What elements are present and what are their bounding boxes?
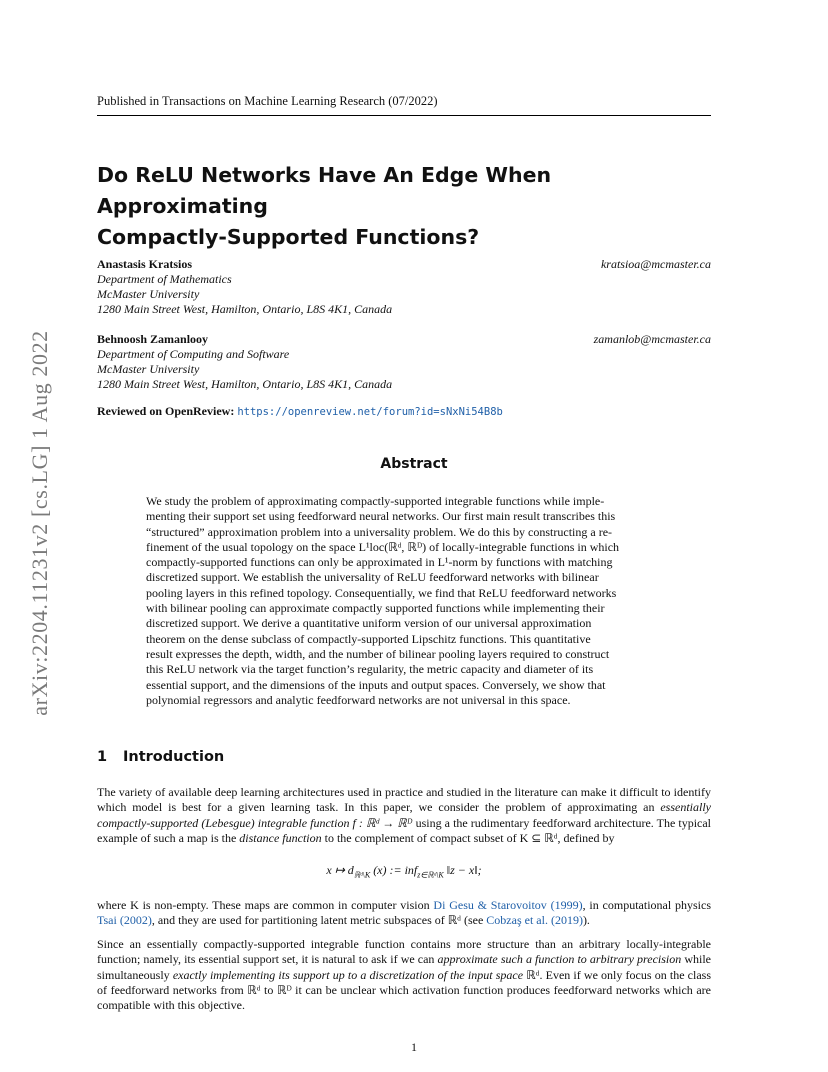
title-line-2: Compactly-Supported Functions?: [97, 225, 480, 249]
text-run: ℝᵈ. Even if we only focus on the class of feedforward networks from ℝᵈ to ℝᴰ it can be unclear which activation function produces feedforward networks which are compatible with this objective.: [97, 967, 711, 1013]
text-run: ).: [582, 913, 590, 928]
abstract-line: theorem on the dense subclass of compactly-supported Lipschitz functions. This quantitative: [146, 631, 591, 646]
abstract-line: finement of the usual topology on the space L¹loc(ℝᵈ, ℝᴰ) of locally-integrable functions in which: [146, 539, 620, 554]
openreview-link[interactable]: https://openreview.net/forum?id=sNxNi54B8b: [237, 406, 503, 418]
section-title: Introduction: [123, 749, 225, 765]
title-line-1: Do ReLU Networks Have An Edge When Approximating: [97, 163, 552, 218]
author-address: 1280 Main Street West, Hamilton, Ontario, L8S 4K1, Canada: [97, 377, 393, 391]
venue-header: Published in Transactions on Machine Learning Research (07/2022): [97, 94, 711, 116]
author-name: Anastasis Kratsios: [97, 257, 193, 271]
author-block-1: [97, 257, 711, 317]
author-department: Department of Mathematics: [97, 272, 232, 286]
text-run: The variety of available deep learning architectures used in practice and studied in the literature can make it difficult to identify which model is best for a given learning task. In this paper, we consider the problem of approximating an: [97, 785, 711, 815]
abstract-line: discretized support. We establish the universality of ReLU feedforward networks with bilinear: [146, 570, 599, 585]
author-email[interactable]: zamanlob@mcmaster.ca: [593, 332, 711, 346]
abstract-line: compactly-supported functions can only be approximated in L¹-norm by functions with matching: [146, 555, 613, 570]
abstract-line: this ReLU network via the target function’s regularity, the metric capacity and diameter of its: [146, 662, 594, 677]
author-university: McMaster University: [97, 362, 200, 376]
intro-paragraph-2: [97, 898, 711, 929]
author-university: McMaster University: [97, 287, 200, 301]
eq-mid: (x) := inf: [373, 863, 418, 877]
paper-title: [97, 160, 717, 253]
text-run: , in computational physics: [582, 898, 711, 912]
text-run-italic: exactly implementing its support up to a discretization of the input space: [172, 967, 524, 982]
citation-link[interactable]: Tsai (2002): [97, 913, 152, 928]
abstract-line: menting their support set using feedforward neural networks. Our first main result transcribes this: [146, 509, 616, 524]
intro-paragraph-3: [97, 937, 711, 1013]
arxiv-stamp: arXiv:2204.11231v2 [cs.LG] 1 Aug 2022: [27, 330, 52, 716]
review-line: [97, 404, 503, 419]
abstract-line: essential support, and the dimensions of the inputs and output spaces. Conversely, we show that: [146, 677, 606, 692]
abstract-line: result expresses the depth, width, and the number of bilinear pooling layers required to construct: [146, 646, 610, 661]
distance-equation: [97, 863, 711, 879]
author-email[interactable]: kratsioa@mcmaster.ca: [600, 257, 711, 271]
abstract-body: [146, 494, 662, 708]
text-run: while simultaneously: [97, 952, 711, 982]
abstract-line: discretized support. We derive a quantitative uniform version of our universal approximation: [146, 616, 592, 631]
text-run: using a the rudimentary feedforward architecture. The typical example of such a map is the: [97, 815, 712, 845]
abstract-line: “structured” approximation problem into a universality problem. We do this by constructing a re-: [146, 524, 613, 539]
text-run: Since an essentially compactly-supported integrable function contains more structure than an arbitrary locally-integrable function; namely, its essential support set, it is natural to ask if we can: [97, 937, 711, 967]
eq-mid-sub: z∈ℝᵈ\K: [417, 870, 444, 880]
author-department: Department of Computing and Software: [97, 347, 290, 361]
review-label: Reviewed on OpenReview:: [97, 404, 235, 418]
text-run: to the complement of compact subset of K ⊆ ℝᵈ, defined by: [321, 830, 615, 845]
text-run: where K is non-empty. These maps are common in computer vision: [97, 898, 434, 912]
text-run-italic: distance function: [239, 830, 322, 845]
page-number: 1: [411, 1040, 417, 1054]
citation-link[interactable]: Cobzaş et al. (2019): [486, 913, 583, 928]
section-heading: [97, 749, 224, 765]
citation-link[interactable]: Di Gesu & Starovoitov (1999): [433, 898, 583, 912]
abstract-line: pooling layers in this refined topology. Consequentially, we find that ReLU feedforward networks: [146, 585, 617, 600]
abstract-line: with bilinear pooling can approximate compactly supported functions while implementing their: [146, 601, 605, 616]
text-run-italic: essentially compactly-supported (Lebesgue) integrable function f : ℝᵈ → ℝᴰ: [97, 800, 711, 830]
text-run: , and they are used for partitioning latent metric subspaces of ℝᵈ (see: [151, 913, 487, 928]
abstract-line: polynomial regressors and analytic feedforward networks are not universal in this space.: [146, 692, 571, 707]
abstract-line: We study the problem of approximating compactly-supported integrable functions while imple-: [146, 494, 605, 508]
eq-rhs: ‖z − x‖;: [446, 863, 482, 877]
eq-lhs: x ↦ d: [326, 863, 354, 877]
intro-paragraph-1: [97, 785, 711, 846]
author-block-2: [97, 332, 711, 392]
abstract-heading: Abstract: [380, 456, 448, 472]
section-number: 1: [97, 749, 108, 765]
text-run-italic: approximate such a function to arbitrary precision: [437, 952, 682, 967]
author-name: Behnoosh Zamanlooy: [97, 332, 209, 346]
author-address: 1280 Main Street West, Hamilton, Ontario, L8S 4K1, Canada: [97, 302, 393, 316]
eq-lhs-sub: ℝᵈ\K: [353, 870, 371, 880]
